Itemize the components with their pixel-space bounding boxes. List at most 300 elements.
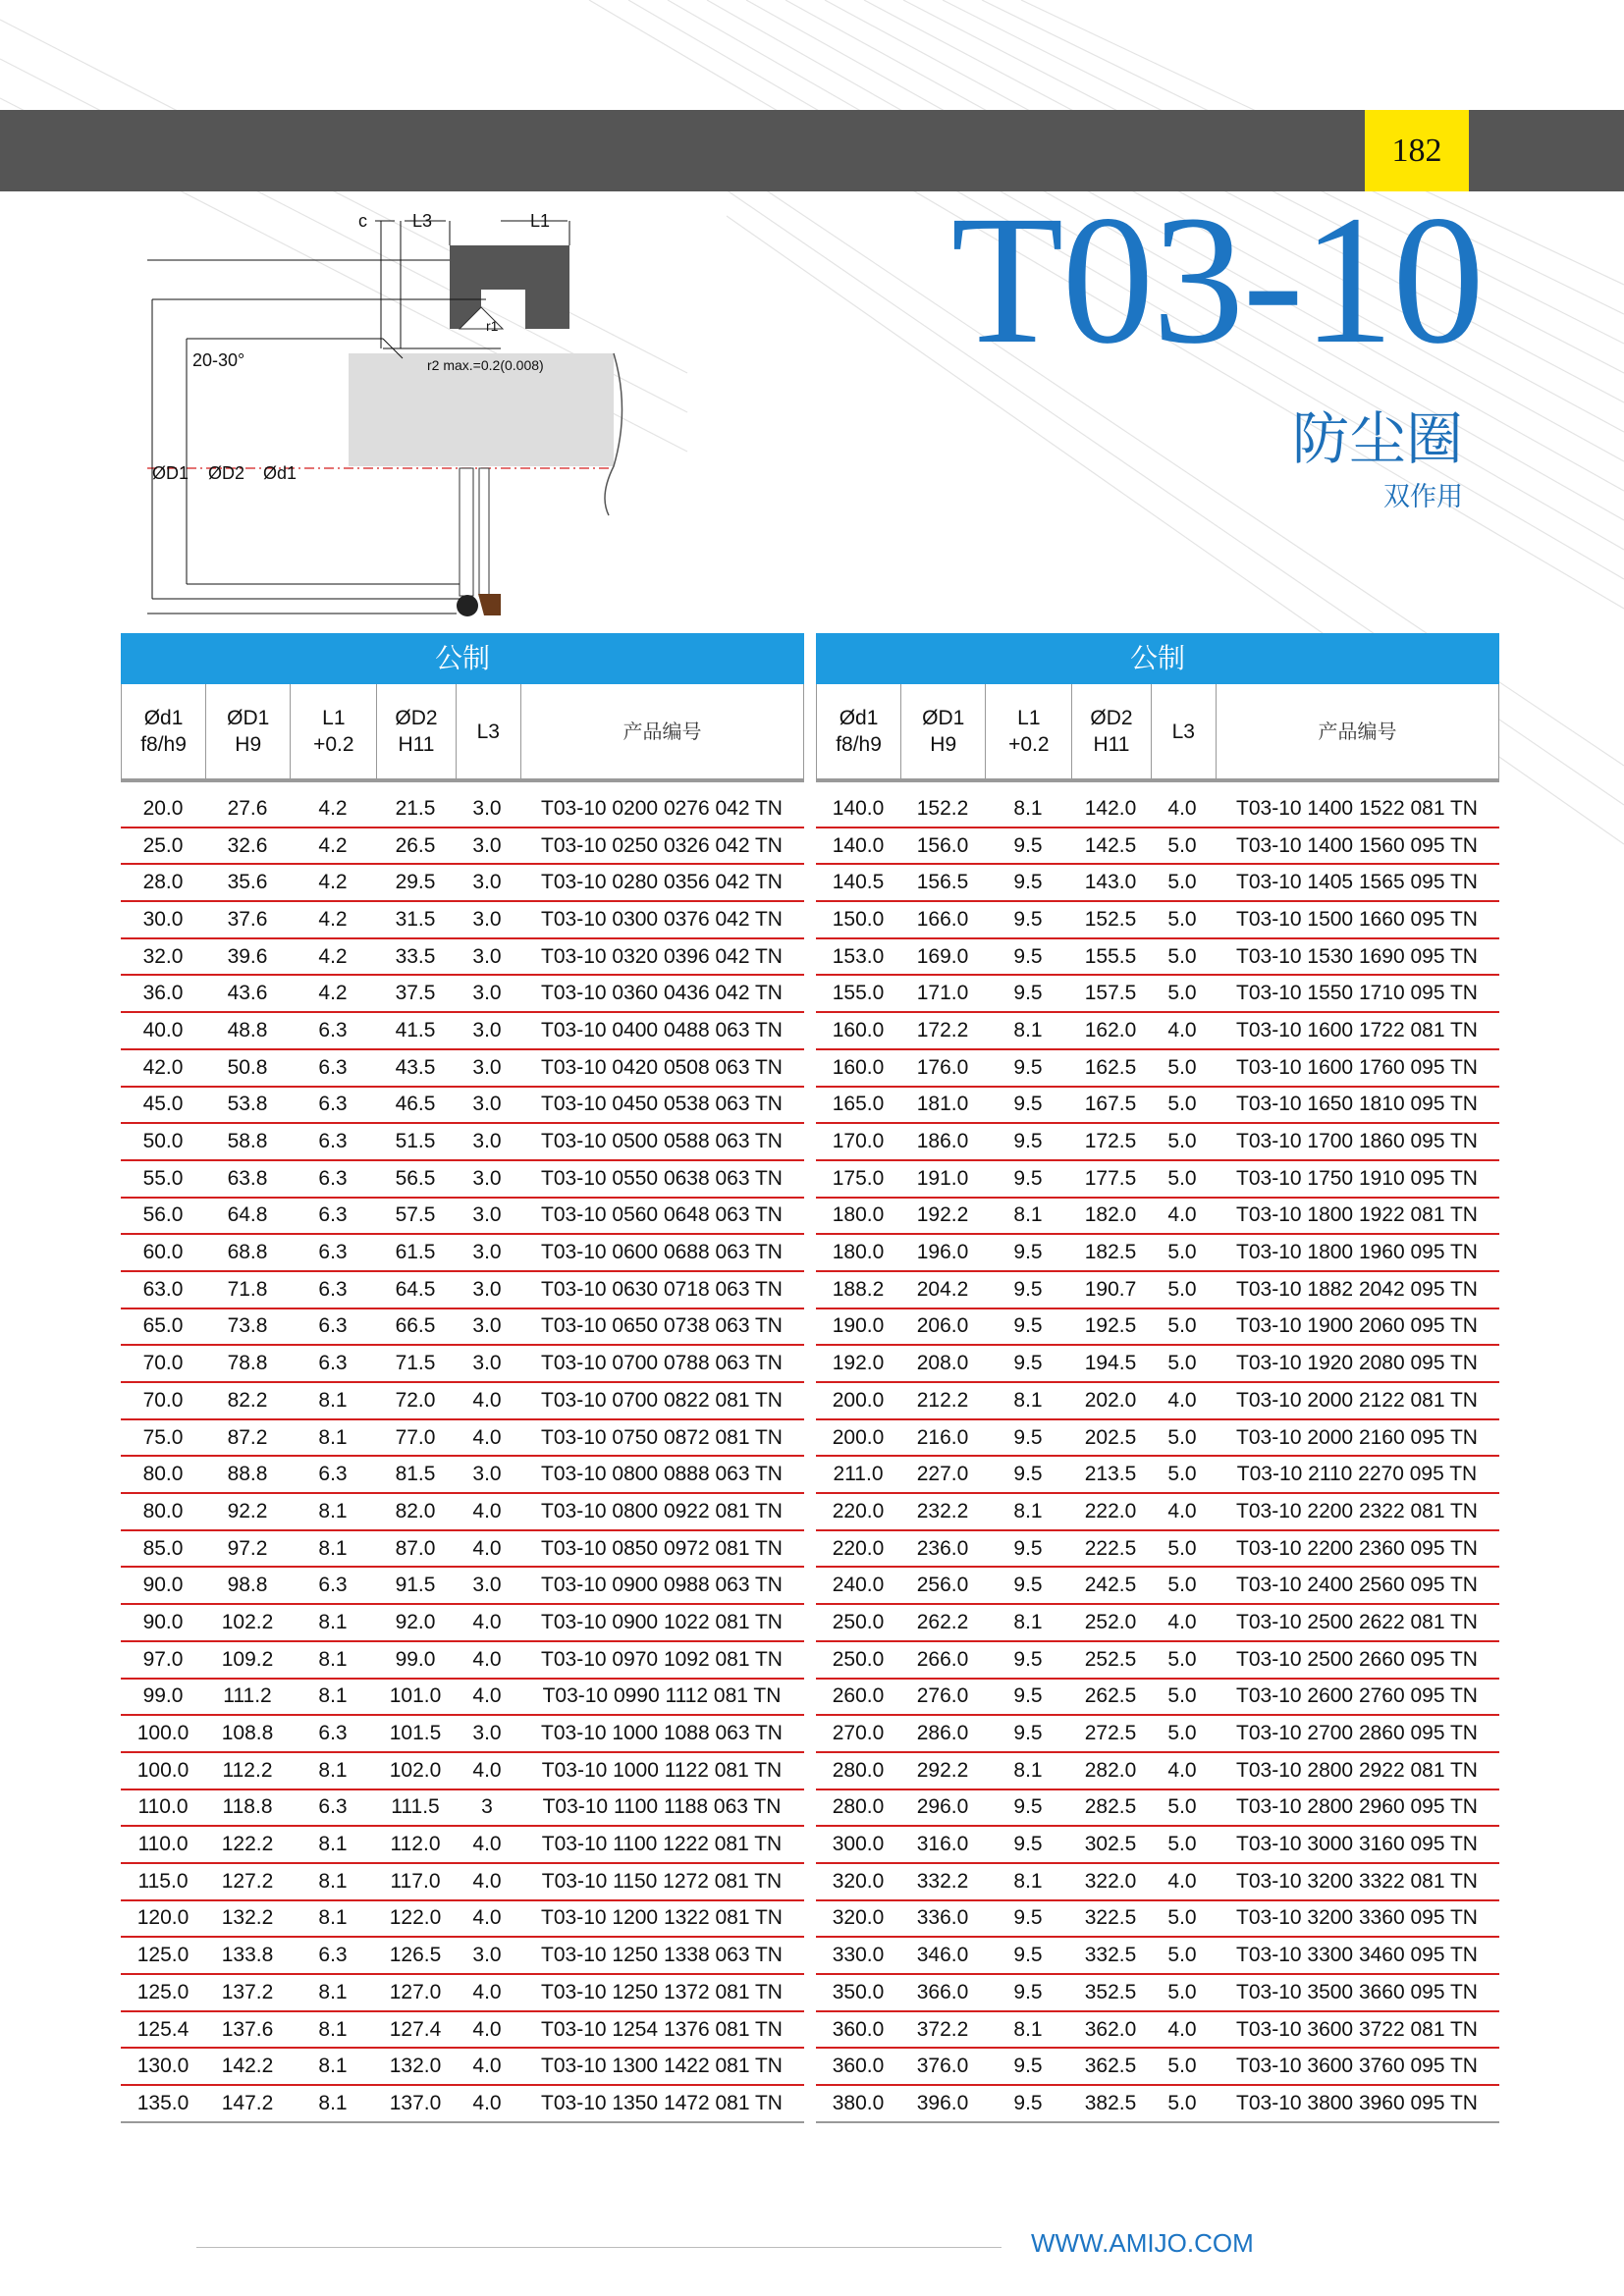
table-cell: 4.2 <box>318 982 348 1005</box>
table-cell: T03-10 1900 2060 095 TN <box>1236 1314 1478 1338</box>
table-cell: 272.5 <box>1084 1722 1137 1745</box>
table-cell: 99.0 <box>142 1684 184 1708</box>
table-cell: T03-10 2500 2660 095 TN <box>1236 1647 1478 1671</box>
table-cell: 137.6 <box>221 2017 274 2041</box>
table-cell: 380.0 <box>832 2091 885 2114</box>
table-cell: T03-10 2700 2860 095 TN <box>1236 1722 1478 1745</box>
table-cell: 316.0 <box>916 1833 969 1856</box>
table-body-right <box>816 791 1499 2123</box>
table-cell: 156.5 <box>916 871 969 894</box>
table-cell: 4.0 <box>1167 1758 1197 1782</box>
table-row <box>816 1383 1499 1420</box>
table-cell: 5.0 <box>1167 1980 1197 2003</box>
table-cell: 3.0 <box>472 907 502 931</box>
table-cell: 4.0 <box>1167 1388 1197 1412</box>
table-cell: 382.5 <box>1084 2091 1137 2114</box>
table-cell: 82.0 <box>395 1499 436 1522</box>
footer-url: WWW.AMIJO.COM <box>1031 2228 1254 2258</box>
table-row <box>816 1272 1499 1309</box>
table-cell: 41.5 <box>395 1018 436 1041</box>
table-cell: 120.0 <box>136 1906 189 1930</box>
table-row <box>121 2012 804 2050</box>
table-cell: 5.0 <box>1167 1093 1197 1116</box>
table-cell: 276.0 <box>916 1684 969 1708</box>
table-cell: 127.0 <box>389 1980 442 2003</box>
product-subtitle: 防尘圈 <box>1291 405 1463 472</box>
table-cell: 100.0 <box>136 1758 189 1782</box>
wiper-cross-section <box>478 594 501 615</box>
table-row <box>121 1531 804 1569</box>
table-cell: 3.0 <box>472 1722 502 1745</box>
table-cell: 5.0 <box>1167 1130 1197 1153</box>
table-cell: 53.8 <box>227 1093 268 1116</box>
table-cell: 110.0 <box>137 1833 189 1856</box>
table-cell: 80.0 <box>142 1499 184 1522</box>
table-cell: 45.0 <box>142 1093 184 1116</box>
table-cell: 29.5 <box>395 871 436 894</box>
table-cell: 127.4 <box>389 2017 442 2041</box>
table-cell: 8.1 <box>1013 1869 1043 1893</box>
table-row <box>816 2049 1499 2086</box>
table-cell: 5.0 <box>1167 1241 1197 1264</box>
table-cell: 137.2 <box>221 1980 274 2003</box>
table-cell: 3.0 <box>472 944 502 968</box>
table-cell: 220.0 <box>832 1536 885 1560</box>
table-cell: 190.7 <box>1084 1277 1137 1301</box>
table-row <box>816 1827 1499 1864</box>
table-cell: 50.8 <box>227 1055 268 1079</box>
table-cell: 9.5 <box>1013 1722 1043 1745</box>
table-cell: 142.0 <box>1084 796 1137 820</box>
table-cell: 4.0 <box>1167 796 1197 820</box>
table-cell: T03-10 1882 2042 095 TN <box>1236 1277 1478 1301</box>
table-cell: 5.0 <box>1167 1314 1197 1338</box>
table-cell: 66.5 <box>395 1314 436 1338</box>
table-cell: 5.0 <box>1167 1352 1197 1375</box>
table-cell: 196.0 <box>916 1241 969 1264</box>
table-cell: 160.0 <box>832 1055 885 1079</box>
table-cell: 192.5 <box>1084 1314 1137 1338</box>
table-cell: 92.0 <box>395 1610 436 1633</box>
table-cell: 8.1 <box>318 1869 348 1893</box>
table-cell: 5.0 <box>1167 871 1197 894</box>
table-cell: 280.0 <box>832 1758 885 1782</box>
table-cell: 4.0 <box>472 1684 502 1708</box>
table-cell: 90.0 <box>142 1574 184 1597</box>
table-cell: 102.0 <box>389 1758 442 1782</box>
label-L3: L3 <box>412 211 433 231</box>
table-row <box>121 1013 804 1050</box>
table-cell: 3.0 <box>472 1203 502 1227</box>
table-cell: 292.2 <box>916 1758 969 1782</box>
table-cell: 227.0 <box>916 1463 969 1486</box>
table-row <box>816 865 1499 902</box>
table-cell: 68.8 <box>227 1241 268 1264</box>
table-row <box>816 1790 1499 1828</box>
table-cell: 172.5 <box>1084 1130 1137 1153</box>
table-cell: 142.5 <box>1084 833 1137 857</box>
table-cell: 42.0 <box>142 1055 184 1079</box>
table-row <box>816 2012 1499 2050</box>
table-cell: T03-10 0970 1092 081 TN <box>541 1647 783 1671</box>
table-cell: 26.5 <box>395 833 436 857</box>
table-cell: 166.0 <box>916 907 969 931</box>
table-cell: 73.8 <box>227 1314 268 1338</box>
table-cell: 108.8 <box>221 1722 274 1745</box>
table-cell: 90.0 <box>142 1610 184 1633</box>
table-cell: T03-10 3200 3360 095 TN <box>1236 1906 1478 1930</box>
table-cell: 87.2 <box>227 1425 268 1449</box>
table-row <box>121 1124 804 1161</box>
table-cell: T03-10 1405 1565 095 TN <box>1236 871 1478 894</box>
table-cell: 5.0 <box>1167 1055 1197 1079</box>
table-cell: 4.0 <box>472 2055 502 2078</box>
table-cell: T03-10 0400 0488 063 TN <box>541 1018 783 1041</box>
table-cell: 6.3 <box>318 1463 348 1486</box>
table-cell: 181.0 <box>916 1093 969 1116</box>
table-row <box>121 976 804 1013</box>
table-cell: 360.0 <box>832 2017 885 2041</box>
table-cell: 100.0 <box>136 1722 189 1745</box>
table-cell: 8.1 <box>1013 796 1043 820</box>
table-cell: T03-10 1650 1810 095 TN <box>1236 1093 1478 1116</box>
label-d1: Ød1 <box>263 463 298 483</box>
table-cell: T03-10 1550 1710 095 TN <box>1236 982 1478 1005</box>
table-cell: 212.2 <box>916 1388 969 1412</box>
table-cell: T03-10 1250 1338 063 TN <box>541 1944 783 1967</box>
table-cell: 4.2 <box>318 833 348 857</box>
table-cell: 117.0 <box>390 1869 441 1893</box>
table-cell: 4.0 <box>472 2091 502 2114</box>
product-title: T03-10 <box>950 177 1483 382</box>
table-cell: 162.5 <box>1084 1055 1137 1079</box>
table-cell: T03-10 2000 2122 081 TN <box>1236 1388 1478 1412</box>
table-cell: 6.3 <box>318 1203 348 1227</box>
table-cell: T03-10 1500 1660 095 TN <box>1236 907 1478 931</box>
table-cell: T03-10 3600 3722 081 TN <box>1236 2017 1478 2041</box>
table-cell: 99.0 <box>395 1647 436 1671</box>
table-row <box>121 1309 804 1347</box>
table-row <box>816 1013 1499 1050</box>
label-r2: r2 max.=0.2(0.008) <box>427 357 544 373</box>
table-cell: 213.5 <box>1084 1463 1137 1486</box>
table-row <box>816 828 1499 866</box>
table-cell: 6.3 <box>318 1795 348 1819</box>
table-cell: 176.0 <box>916 1055 969 1079</box>
table-cell: 182.0 <box>1084 1203 1137 1227</box>
table-cell: 8.1 <box>318 2055 348 2078</box>
table-cell: 3.0 <box>472 796 502 820</box>
table-cell: T03-10 0280 0356 042 TN <box>541 871 783 894</box>
table-cell: 102.2 <box>221 1610 274 1633</box>
table-cell: 180.0 <box>832 1203 885 1227</box>
table-cell: 140.0 <box>832 833 885 857</box>
table-cell: 5.0 <box>1167 1277 1197 1301</box>
table-cell: T03-10 1600 1722 081 TN <box>1236 1018 1478 1041</box>
table-row <box>816 1975 1499 2012</box>
table-cell: T03-10 0500 0588 063 TN <box>541 1130 783 1153</box>
table-cell: T03-10 1250 1372 081 TN <box>541 1980 783 2003</box>
table-cell: 9.5 <box>1013 2091 1043 2114</box>
table-row <box>816 976 1499 1013</box>
table-cell: T03-10 1100 1188 063 TN <box>542 1795 782 1819</box>
table-cell: 9.5 <box>1013 1425 1043 1449</box>
table-cell: 4.0 <box>472 1906 502 1930</box>
table-cell: 115.0 <box>137 1869 189 1893</box>
table-cell: 48.8 <box>227 1018 268 1041</box>
table-cell: 5.0 <box>1167 2091 1197 2114</box>
table-cell: 9.5 <box>1013 2055 1043 2078</box>
table-cell: 6.3 <box>318 1944 348 1967</box>
col-header-D2: ØD2 H11 <box>377 684 456 778</box>
table-cell: 40.0 <box>142 1018 184 1041</box>
table-cell: 4.0 <box>472 1758 502 1782</box>
table-cell: 300.0 <box>832 1833 885 1856</box>
table-cell: 6.3 <box>318 1130 348 1153</box>
table-row <box>816 1161 1499 1199</box>
table-cell: T03-10 2200 2360 095 TN <box>1236 1536 1478 1560</box>
table-cell: 8.1 <box>318 1833 348 1856</box>
col-header-L1: L1 +0.2 <box>986 684 1072 778</box>
table-cell: 211.0 <box>833 1463 884 1486</box>
table-cell: 188.2 <box>832 1277 885 1301</box>
table-cell: 352.5 <box>1084 1980 1137 2003</box>
table-cell: 180.0 <box>832 1241 885 1264</box>
table-cell: 5.0 <box>1167 1795 1197 1819</box>
table-cell: T03-10 2800 2960 095 TN <box>1236 1795 1478 1819</box>
table-cell: 3.0 <box>472 1018 502 1041</box>
table-cell: T03-10 0420 0508 063 TN <box>541 1055 783 1079</box>
table-cell: T03-10 1300 1422 081 TN <box>541 2055 783 2078</box>
table-cell: T03-10 1000 1122 081 TN <box>541 1758 783 1782</box>
table-cell: 130.0 <box>136 2055 189 2078</box>
table-cell: T03-10 0250 0326 042 TN <box>541 833 783 857</box>
table-cell: T03-10 1200 1322 081 TN <box>541 1906 783 1930</box>
table-row <box>816 1642 1499 1680</box>
table-cell: T03-10 2600 2760 095 TN <box>1236 1684 1478 1708</box>
col-header-L1: L1 +0.2 <box>291 684 377 778</box>
table-cell: 202.5 <box>1084 1425 1137 1449</box>
table-cell: 262.2 <box>916 1610 969 1633</box>
table-row <box>816 939 1499 977</box>
table-cell: 63.8 <box>227 1166 268 1190</box>
table-cell: T03-10 0600 0688 063 TN <box>541 1241 783 1264</box>
table-cell: 332.5 <box>1084 1944 1137 1967</box>
table-cell: T03-10 0990 1112 081 TN <box>542 1684 782 1708</box>
table-cell: 4.0 <box>1167 1018 1197 1041</box>
table-cell: 9.5 <box>1013 1647 1043 1671</box>
table-cell: 87.0 <box>395 1536 436 1560</box>
footer-divider <box>196 2247 1001 2248</box>
table-cell: 5.0 <box>1167 1833 1197 1856</box>
table-cell: 4.0 <box>472 1499 502 1522</box>
table-cell: T03-10 3500 3660 095 TN <box>1236 1980 1478 2003</box>
table-cell: 320.0 <box>832 1906 885 1930</box>
table-cell: 6.3 <box>318 1574 348 1597</box>
table-cell: T03-10 0850 0972 081 TN <box>541 1536 783 1560</box>
table-cell: 220.0 <box>832 1499 885 1522</box>
table-cell: 280.0 <box>832 1795 885 1819</box>
table-cell: 165.0 <box>832 1093 885 1116</box>
table-cell: 3 <box>481 1795 493 1819</box>
table-cell: 262.5 <box>1084 1684 1137 1708</box>
o-ring <box>457 595 478 616</box>
table-cell: 346.0 <box>916 1944 969 1967</box>
table-cell: 6.3 <box>318 1093 348 1116</box>
table-cell: 9.5 <box>1013 1833 1043 1856</box>
table-row <box>816 1235 1499 1272</box>
table-cell: 6.3 <box>318 1314 348 1338</box>
table-cell: 101.5 <box>389 1722 442 1745</box>
table-cell: 4.0 <box>472 1980 502 2003</box>
table-row <box>121 1975 804 2012</box>
table-cell: 4.0 <box>1167 1203 1197 1227</box>
col-header-d1: Ød1 f8/h9 <box>122 684 206 778</box>
table-cell: 3.0 <box>472 1093 502 1116</box>
table-row <box>816 1124 1499 1161</box>
table-cell: 372.2 <box>916 2017 969 2041</box>
table-cell: 5.0 <box>1167 1425 1197 1449</box>
table-cell: 6.3 <box>318 1277 348 1301</box>
table-cell: T03-10 0550 0638 063 TN <box>541 1166 783 1190</box>
table-cell: 3.0 <box>472 1055 502 1079</box>
table-cell: 75.0 <box>142 1425 184 1449</box>
table-body-left <box>121 791 804 2123</box>
table-cell: 4.0 <box>1167 1610 1197 1633</box>
table-cell: 8.1 <box>318 1499 348 1522</box>
table-cell: 3.0 <box>472 982 502 1005</box>
table-cell: 71.8 <box>227 1277 268 1301</box>
table-cell: 81.5 <box>395 1463 436 1486</box>
table-row <box>121 1642 804 1680</box>
table-cell: T03-10 0320 0396 042 TN <box>541 944 783 968</box>
table-cell: 31.5 <box>395 907 436 931</box>
label-angle: 20-30° <box>192 350 245 370</box>
table-row <box>121 1050 804 1088</box>
table-cell: 8.1 <box>318 1906 348 1930</box>
table-row <box>121 1827 804 1864</box>
table-cell: 9.5 <box>1013 1166 1043 1190</box>
table-cell: 70.0 <box>142 1352 184 1375</box>
table-row <box>121 1568 804 1605</box>
table-cell: 109.2 <box>221 1647 274 1671</box>
table-cell: 396.0 <box>916 2091 969 2114</box>
table-cell: 282.5 <box>1084 1795 1137 1819</box>
table-cell: 8.1 <box>1013 1610 1043 1633</box>
table-cell: 9.5 <box>1013 1093 1043 1116</box>
table-row <box>121 1938 804 1975</box>
table-cell: 362.5 <box>1084 2055 1137 2078</box>
table-cell: 9.5 <box>1013 1574 1043 1597</box>
table-row <box>816 1901 1499 1939</box>
table-cell: 202.0 <box>1084 1388 1137 1412</box>
table-row <box>816 1716 1499 1753</box>
table-cell: 112.0 <box>390 1833 441 1856</box>
table-cell: 6.3 <box>318 1722 348 1745</box>
table-cell: T03-10 2800 2922 081 TN <box>1236 1758 1478 1782</box>
table-cell: 320.0 <box>832 1869 885 1893</box>
table-cell: 143.0 <box>1084 871 1137 894</box>
table-cell: 46.5 <box>395 1093 436 1116</box>
table-cell: 71.5 <box>395 1352 436 1375</box>
table-cell: 360.0 <box>832 2055 885 2078</box>
table-row <box>121 1864 804 1901</box>
table-cell: 4.0 <box>472 2017 502 2041</box>
table-cell: 252.0 <box>1084 1610 1137 1633</box>
table-cell: 32.6 <box>227 833 268 857</box>
table-cell: 126.5 <box>389 1944 442 1967</box>
table-cell: 8.1 <box>1013 1018 1043 1041</box>
table-cell: 208.0 <box>916 1352 969 1375</box>
table-cell: 5.0 <box>1167 1647 1197 1671</box>
table-cell: T03-10 1350 1472 081 TN <box>541 2091 783 2114</box>
table-cell: 152.5 <box>1084 907 1137 931</box>
table-cell: 9.5 <box>1013 1944 1043 1967</box>
table-cell: 20.0 <box>142 796 184 820</box>
table-cell: 21.5 <box>395 796 436 820</box>
table-cell: 8.1 <box>318 1610 348 1633</box>
table-cell: 170.0 <box>832 1130 885 1153</box>
table-cell: 8.1 <box>1013 2017 1043 2041</box>
table-cell: 8.1 <box>318 1388 348 1412</box>
seal-diagram <box>147 201 638 638</box>
table-row <box>816 1864 1499 1901</box>
table-cell: 167.5 <box>1084 1093 1137 1116</box>
table-cell: 110.0 <box>137 1795 189 1819</box>
table-cell: 266.0 <box>916 1647 969 1671</box>
table-cell: 4.2 <box>318 907 348 931</box>
table-cell: 132.0 <box>389 2055 442 2078</box>
table-row <box>121 1088 804 1125</box>
table-cell: 3.0 <box>472 1944 502 1967</box>
table-cell: 302.5 <box>1084 1833 1137 1856</box>
table-cell: T03-10 1700 1860 095 TN <box>1236 1130 1478 1153</box>
table-cell: 3.0 <box>472 1314 502 1338</box>
table-cell: 3.0 <box>472 1130 502 1153</box>
col-header-L3: L3 <box>1152 684 1217 778</box>
table-cell: 112.2 <box>222 1758 273 1782</box>
table-cell: T03-10 0800 0888 063 TN <box>541 1463 783 1486</box>
table-row <box>121 1605 804 1642</box>
table-row <box>121 1753 804 1790</box>
table-cell: 125.4 <box>136 2017 189 2041</box>
table-cell: 80.0 <box>142 1463 184 1486</box>
table-cell: 9.5 <box>1013 1463 1043 1486</box>
table-cell: 172.2 <box>916 1018 969 1041</box>
table-row <box>816 1050 1499 1088</box>
table-row <box>816 1938 1499 1975</box>
table-cell: 28.0 <box>142 871 184 894</box>
table-cell: T03-10 2400 2560 095 TN <box>1236 1574 1478 1597</box>
label-c: c <box>358 211 367 231</box>
table-cell: 65.0 <box>142 1314 184 1338</box>
table-cell: 5.0 <box>1167 833 1197 857</box>
table-cell: 88.8 <box>227 1463 268 1486</box>
table-cell: 9.5 <box>1013 1241 1043 1264</box>
table-cell: 182.5 <box>1084 1241 1137 1264</box>
table-cell: 35.6 <box>227 871 268 894</box>
table-cell: T03-10 1920 2080 095 TN <box>1236 1352 1478 1375</box>
table-cell: 78.8 <box>227 1352 268 1375</box>
table-cell: 322.0 <box>1084 1869 1137 1893</box>
table-cell: T03-10 1800 1960 095 TN <box>1236 1241 1478 1264</box>
table-cell: T03-10 1100 1222 081 TN <box>541 1833 783 1856</box>
table-cell: 4.0 <box>472 1833 502 1856</box>
table-cell: 5.0 <box>1167 982 1197 1005</box>
table-cell: T03-10 1400 1560 095 TN <box>1236 833 1478 857</box>
table-cell: 32.0 <box>142 944 184 968</box>
table-row <box>816 1494 1499 1531</box>
